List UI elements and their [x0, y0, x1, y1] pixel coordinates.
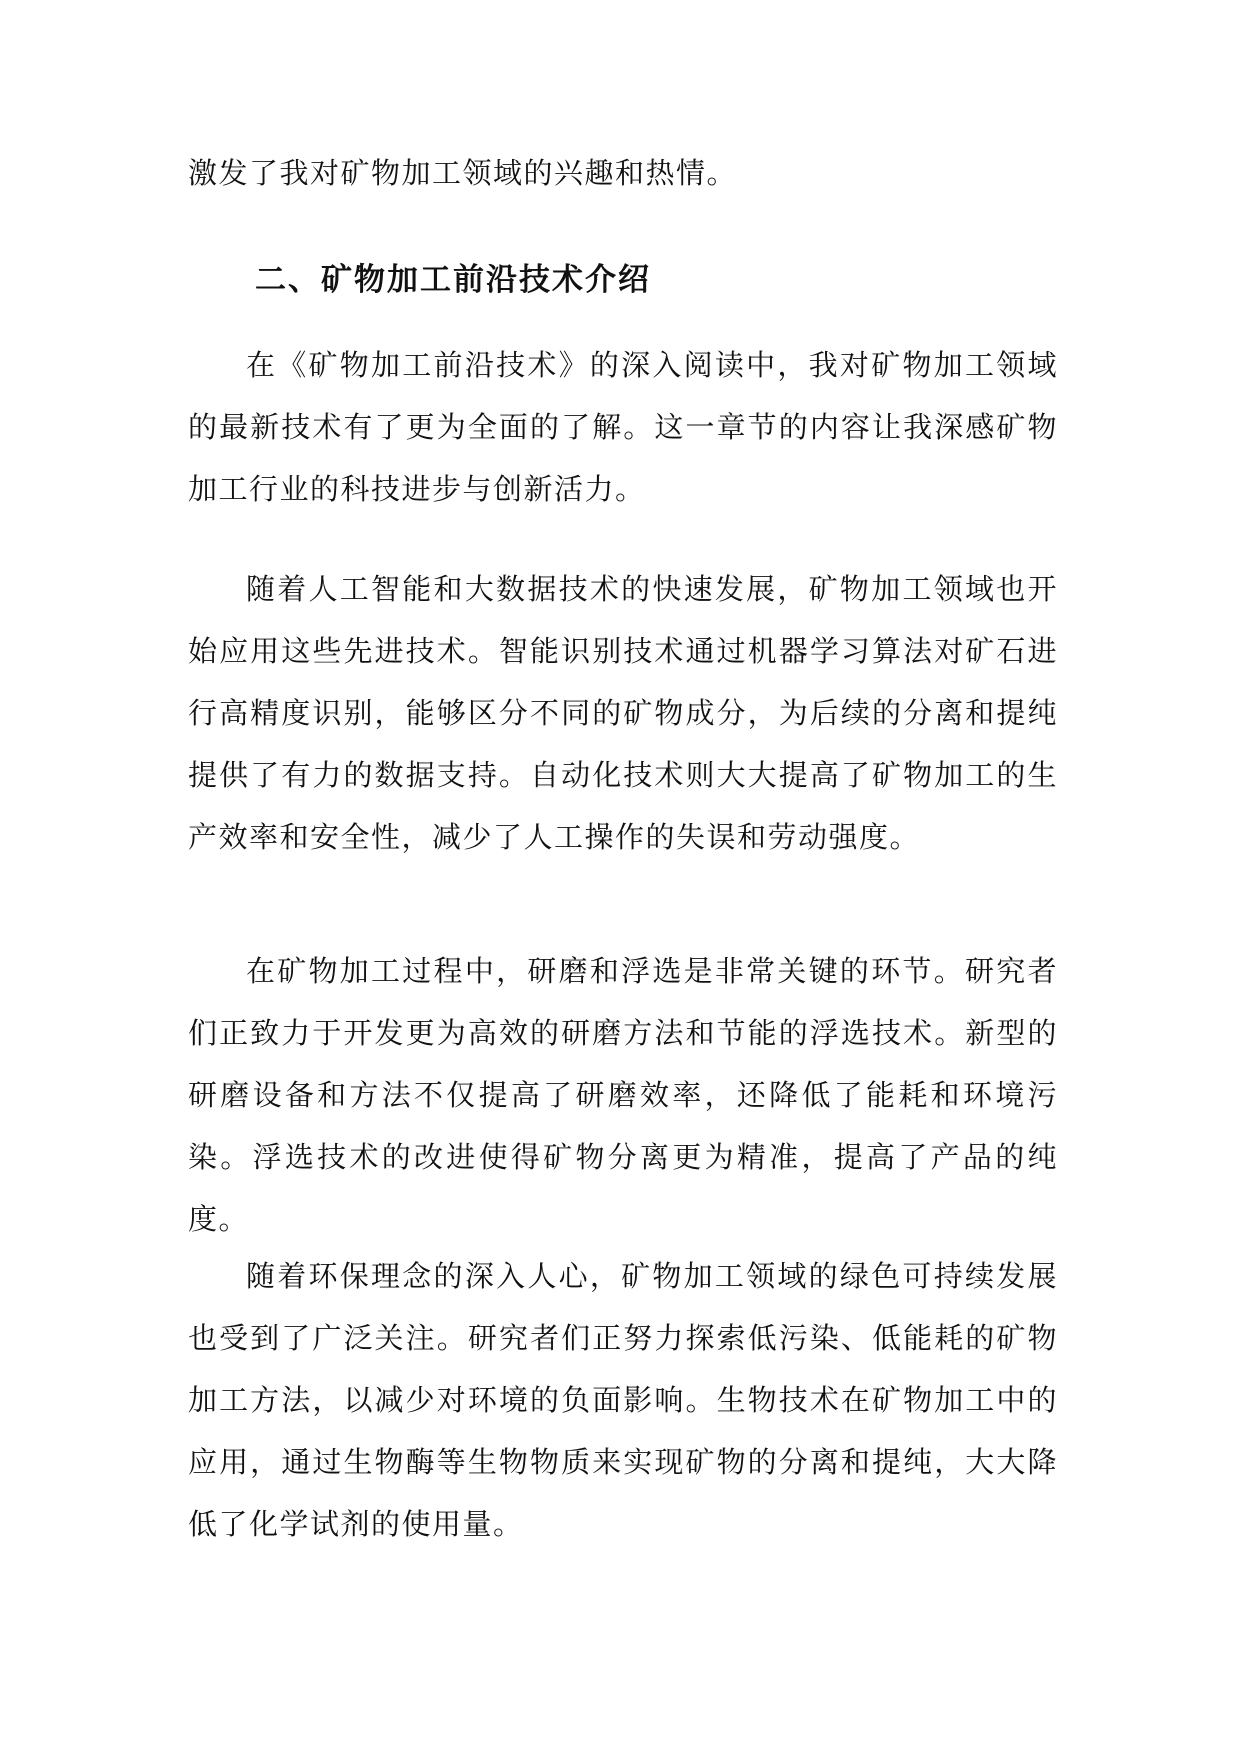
paragraph-4: 随着环保理念的深入人心，矿物加工领域的绿色可持续发展也受到了广泛关注。研究者们正努力探索低污染、低能耗的矿物加工方法，以减少对环境的负面影响。生物技术在矿物加工中的应用，通过生物酶等生物物质来实现矿物的分离和提纯，大大降低了化学试剂的使用量。	[188, 1259, 1058, 1541]
paragraph-3: 在矿物加工过程中，研磨和浮选是非常关键的环节。研究者们正致力于开发更为高效的研磨方法和节能的浮选技术。新型的研磨设备和方法不仅提高了研磨效率，还降低了能耗和环境污染。浮选技术的改进使得矿物分离更为精准，提高了产品的纯度。	[188, 954, 1058, 1236]
paragraph-2: 随着人工智能和大数据技术的快速发展，矿物加工领域也开始应用这些先进技术。智能识别技术通过机器学习算法对矿石进行高精度识别，能够区分不同的矿物成分，为后续的分离和提纯提供了有力的数据支持。自动化技术则大大提高了矿物加工的生产效率和安全性，减少了人工操作的失误和劳动强度。	[188, 572, 1058, 854]
paragraph-1: 在《矿物加工前沿技术》的深入阅读中，我对矿物加工领域的最新技术有了更为全面的了解。这一章节的内容让我深感矿物加工行业的科技进步与创新活力。	[188, 348, 1058, 506]
continued-paragraph-line: 激发了我对矿物加工领域的兴趣和热情。	[188, 156, 738, 190]
section-heading: 二、矿物加工前沿技术介绍	[255, 262, 651, 298]
